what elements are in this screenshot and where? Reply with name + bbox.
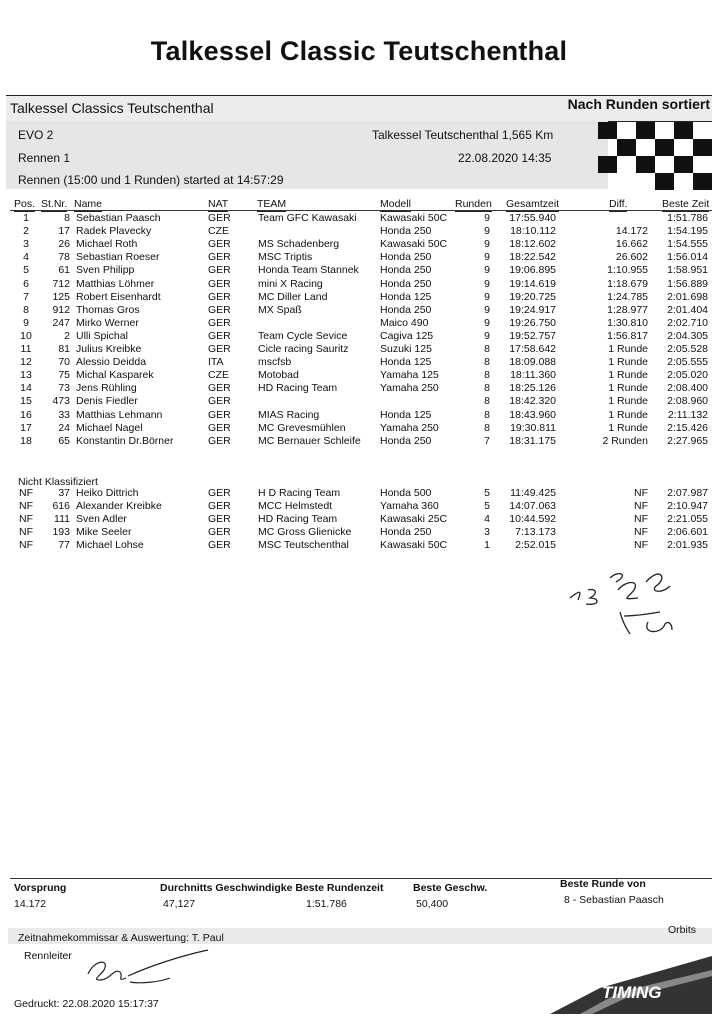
cell-pos: NF: [19, 513, 33, 526]
printed-timestamp: Gedruckt: 22.08.2020 15:17:37: [14, 998, 159, 1010]
cell-modell: Kawasaki 25C: [380, 513, 448, 526]
cell-pos: 17: [20, 421, 32, 434]
cell-nat: GER: [208, 277, 231, 290]
cell-modell: Kawasaki 50C: [380, 212, 448, 224]
cell-modell: Honda 250: [380, 526, 432, 539]
cell-modell: Cagiva 125: [380, 329, 434, 342]
cell-nr: 26: [58, 238, 70, 251]
cell-name: Michal Kasparek: [76, 369, 154, 382]
cell-name: Ulli Spichal: [76, 329, 128, 342]
cell-diff: NF: [634, 500, 648, 513]
cell-diff: NF: [634, 513, 648, 526]
cell-runden: 8: [484, 343, 490, 355]
cell-runden: 8: [484, 421, 490, 434]
cell-name: Michael Nagel: [76, 421, 143, 434]
cell-team: MX Spaß: [258, 303, 302, 316]
cell-pos: 16: [20, 408, 32, 421]
document-title: Talkessel Classic Teutschenthal: [150, 36, 568, 66]
logo-text: TIMING: [602, 983, 662, 1002]
cell-beste: 2:01.404: [667, 303, 708, 316]
vorsprung-label: Vorsprung: [14, 882, 67, 894]
cell-zeit: 17:55.940: [509, 212, 556, 224]
cell-beste: 1:51.786: [667, 212, 708, 224]
cell-pos: 7: [23, 290, 29, 303]
zeitnahme-text: Zeitnahmekommissar & Auswertung: T. Paul: [18, 932, 224, 944]
table-row: [0, 264, 718, 277]
cell-zeit: 19:52.757: [509, 329, 556, 342]
cell-nr: 2: [64, 329, 70, 342]
cell-pos: 8: [23, 303, 29, 316]
cell-nr: 125: [52, 290, 70, 303]
cell-beste: 2:06.601: [667, 526, 708, 539]
cell-team: HD Racing Team: [258, 382, 338, 395]
cell-name: Robert Eisenhardt: [76, 290, 161, 303]
cell-beste: 2:08.960: [667, 395, 708, 408]
durchschnitt-label: Durchnitts Geschwindigke Beste Rundenzeit: [160, 882, 384, 894]
table-row: [0, 435, 718, 448]
cell-pos: 5: [23, 264, 29, 277]
cell-diff: 14.172: [615, 225, 648, 238]
cell-nat: GER: [208, 329, 231, 342]
cell-team: MC Bernauer Schleife: [258, 434, 361, 447]
cell-diff: 1 Runde: [608, 395, 648, 408]
cell-team: Honda Team Stannek: [258, 264, 359, 277]
cell-runden: 8: [484, 356, 490, 369]
cell-beste: 2:05.555: [667, 356, 708, 369]
cell-runden: 8: [484, 382, 490, 395]
cell-runden: 3: [484, 526, 490, 539]
cell-nat: GER: [208, 316, 231, 329]
cell-name: Michael Roth: [76, 238, 138, 251]
cell-beste: 2:05.020: [667, 369, 708, 382]
cell-modell: Maico 490: [380, 316, 429, 329]
cell-zeit: 18:10.112: [510, 225, 556, 238]
cell-nat: GER: [208, 290, 231, 303]
cell-nat: GER: [208, 434, 231, 447]
cell-name: Sven Adler: [76, 513, 127, 526]
table-row: [0, 278, 718, 291]
cell-beste: 2:02.710: [667, 316, 708, 329]
cell-name: Konstantin Dr.Börner: [76, 434, 174, 447]
rennleiter-signature: [80, 946, 220, 996]
cell-beste: 2:21.055: [667, 513, 708, 526]
cell-name: Mirko Werner: [76, 316, 139, 329]
cell-name: Alexander Kreibke: [76, 500, 162, 513]
cell-runden: 7: [484, 434, 490, 447]
cell-diff: NF: [634, 539, 648, 552]
cell-team: H D Racing Team: [258, 487, 341, 499]
cell-nat: GER: [208, 421, 231, 434]
cell-zeit: 10:44.592: [509, 513, 556, 526]
cell-zeit: 2:52.015: [515, 539, 556, 552]
cell-pos: 13: [20, 369, 32, 382]
cell-runden: 9: [484, 316, 490, 329]
cell-nat: GER: [208, 212, 231, 224]
cell-nr: 81: [58, 343, 70, 355]
orbits-label: Orbits: [668, 924, 697, 936]
not-classified-label: Nicht Klassifiziert: [18, 476, 98, 488]
cell-zeit: 17:58.642: [509, 343, 556, 355]
cell-name: Jens Rühling: [76, 382, 137, 395]
cell-nat: GER: [208, 500, 231, 513]
table-row: [0, 539, 718, 552]
cell-team: MC Diller Land: [258, 290, 328, 303]
cell-runden: 1: [484, 539, 490, 552]
cell-modell: Honda 125: [380, 290, 432, 303]
sort-label: Nach Runden sortiert: [567, 96, 710, 112]
col-pos: Pos.: [14, 198, 36, 210]
cell-name: Matthias Löhmer: [76, 277, 155, 290]
cell-nat: GER: [208, 487, 231, 499]
cell-diff: 1:10.955: [607, 264, 648, 277]
cell-runden: 4: [484, 513, 490, 526]
cell-team: MSC Triptis: [258, 251, 313, 264]
cell-nat: ITA: [208, 356, 224, 369]
cell-beste: 2:10.947: [667, 500, 708, 513]
cell-modell: Yamaha 250: [380, 382, 439, 395]
cell-zeit: 18:25.126: [509, 382, 556, 395]
cell-nat: GER: [208, 251, 231, 264]
handwritten-signature-mark: [560, 560, 690, 640]
cell-modell: Yamaha 125: [380, 369, 439, 382]
cell-pos: NF: [19, 526, 33, 539]
cell-zeit: 19:20.725: [509, 290, 556, 303]
cell-beste: 2:27.965: [667, 434, 708, 447]
cell-team: mscfsb: [258, 356, 292, 369]
cell-nat: GER: [208, 238, 231, 251]
cell-nr: 712: [52, 277, 70, 290]
cell-diff: 1 Runde: [608, 369, 648, 382]
cell-pos: NF: [19, 500, 33, 513]
cell-nat: CZE: [208, 225, 229, 238]
table-row: [0, 487, 718, 500]
cell-nat: GER: [208, 526, 231, 539]
cell-modell: Yamaha 250: [380, 421, 439, 434]
cell-modell: Honda 250: [380, 303, 432, 316]
beste-geschw-label: Beste Geschw.: [413, 882, 488, 894]
race-name: Rennen 1: [18, 151, 71, 165]
cell-diff: 1 Runde: [608, 421, 648, 434]
table-row: [0, 238, 718, 251]
table-row: [0, 356, 718, 369]
cell-name: Radek Plavecky: [76, 225, 152, 238]
cell-name: Thomas Gros: [76, 303, 140, 316]
cell-name: Sebastian Paasch: [76, 212, 161, 224]
table-row: [0, 330, 718, 343]
cell-team: MC Grevesmühlen: [258, 421, 346, 434]
cell-team: HD Racing Team: [258, 513, 338, 526]
cell-zeit: 18:11.360: [510, 369, 556, 382]
table-row: [0, 343, 718, 356]
cell-zeit: 18:42.320: [509, 395, 556, 408]
cell-nr: 912: [52, 303, 70, 316]
cell-nat: GER: [208, 539, 231, 552]
beste-rundenzeit-value: 1:51.786: [306, 898, 347, 910]
cell-zeit: 18:12.602: [509, 238, 556, 251]
cell-nr: 17: [58, 225, 70, 238]
table-row: [0, 304, 718, 317]
cell-zeit: 18:09.088: [509, 356, 556, 369]
cell-team: MC Gross Glienicke: [258, 526, 352, 539]
cell-zeit: 11:49.425: [510, 487, 556, 499]
col-gesamtzeit: Gesamtzeit: [506, 198, 560, 210]
cell-pos: 14: [20, 382, 32, 395]
cell-beste: 2:01.935: [667, 539, 708, 552]
cell-runden: 9: [484, 251, 490, 264]
col-modell: Modell: [380, 198, 411, 210]
cell-team: Team Cycle Sevice: [258, 329, 348, 342]
table-row: [0, 369, 718, 382]
cell-diff: 1 Runde: [608, 382, 648, 395]
cell-pos: 15: [20, 395, 32, 408]
cell-diff: NF: [634, 526, 648, 539]
cell-team: MS Schadenberg: [258, 238, 340, 251]
cell-team: Motobad: [258, 369, 299, 382]
cell-name: Julius Kreibke: [76, 343, 142, 355]
cell-zeit: 14:07.063: [509, 500, 556, 513]
table-row: [0, 251, 718, 264]
table-row: [0, 526, 718, 539]
cell-modell: Kawasaki 50C: [380, 539, 448, 552]
cell-modell: Honda 125: [380, 356, 432, 369]
cell-runden: 9: [484, 225, 490, 238]
cell-beste: 2:04.305: [667, 329, 708, 342]
table-row: [0, 409, 718, 422]
cell-runden: 5: [484, 487, 490, 499]
cell-nr: 247: [52, 316, 70, 329]
cell-diff: 1:28.977: [607, 303, 648, 316]
checkered-flag-icon: [560, 122, 712, 190]
cell-pos: NF: [19, 487, 33, 499]
cell-nr: 77: [58, 539, 70, 552]
cell-modell: Honda 250: [380, 264, 432, 277]
cell-modell: Kawasaki 50C: [380, 238, 448, 251]
cell-zeit: 18:43.960: [509, 408, 556, 421]
cell-name: Alessio Deidda: [76, 356, 147, 369]
cell-beste: 2:07.987: [667, 487, 708, 499]
table-row: [0, 291, 718, 304]
cell-diff: 1 Runde: [608, 343, 648, 355]
cell-nr: 78: [58, 251, 70, 264]
date-time: 22.08.2020 14:35: [458, 151, 552, 165]
cell-diff: 1:24.785: [607, 290, 648, 303]
cell-diff: 1:30.810: [607, 316, 648, 329]
cell-nat: GER: [208, 343, 231, 355]
cell-diff: 16.662: [615, 238, 648, 251]
cell-name: Matthias Lehmann: [76, 408, 163, 421]
cell-beste: 2:11.132: [667, 408, 708, 421]
timing-logo: [540, 948, 712, 1018]
table-row: [0, 225, 718, 238]
col-nat: NAT: [208, 198, 229, 210]
table-row: [0, 513, 718, 526]
cell-name: Denis Fiedler: [76, 395, 138, 408]
event-name: Talkessel Classics Teutschenthal: [10, 100, 214, 116]
class-name: EVO 2: [18, 128, 54, 142]
cell-runden: 5: [484, 500, 490, 513]
cell-team: mini X Racing: [258, 277, 323, 290]
col-name: Name: [74, 198, 103, 210]
col-team: TEAM: [257, 198, 287, 210]
table-row: [0, 500, 718, 513]
cell-zeit: 19:06.895: [509, 264, 556, 277]
cell-zeit: 19:14.619: [509, 277, 556, 290]
cell-pos: 11: [20, 343, 32, 355]
cell-zeit: 19:26.750: [509, 316, 556, 329]
cell-runden: 9: [484, 212, 490, 224]
cell-name: Sven Philipp: [76, 264, 135, 277]
cell-runden: 8: [484, 369, 490, 382]
cell-nr: 473: [52, 395, 70, 408]
vorsprung-value: 14.172: [14, 898, 47, 910]
cell-pos: 2: [23, 225, 29, 238]
col-diff: Diff.: [609, 198, 628, 210]
table-row: [0, 317, 718, 330]
beste-geschw-value: 50,400: [416, 898, 449, 910]
cell-nr: 616: [52, 500, 70, 513]
cell-beste: 2:08.400: [667, 382, 708, 395]
col-runden: Runden: [455, 198, 492, 210]
cell-beste: 2:01.698: [667, 290, 708, 303]
beste-runde-label: Beste Runde von: [560, 878, 646, 890]
cell-beste: 1:56.889: [667, 277, 708, 290]
cell-diff: 1 Runde: [608, 408, 648, 421]
venue: Talkessel Teutschenthal 1,565 Km: [372, 128, 554, 142]
cell-pos: 4: [23, 251, 29, 264]
cell-diff: 1:18.679: [607, 277, 648, 290]
cell-nr: 24: [58, 421, 70, 434]
cell-modell: Honda 250: [380, 277, 432, 290]
col-stnr: St.Nr.: [41, 198, 68, 210]
cell-pos: 1: [23, 212, 29, 224]
cell-runden: 9: [484, 303, 490, 316]
cell-runden: 9: [484, 264, 490, 277]
cell-beste: 1:54.555: [667, 238, 708, 251]
cell-name: Heiko Dittrich: [76, 487, 139, 499]
cell-team: MSC Teutschenthal: [258, 539, 349, 552]
cell-diff: 2 Runden: [602, 434, 648, 447]
cell-modell: Honda 125: [380, 408, 432, 421]
cell-nr: 111: [54, 513, 70, 526]
cell-team: MCC Helmstedt: [258, 500, 333, 513]
cell-nat: GER: [208, 264, 231, 277]
cell-name: Michael Lohse: [76, 539, 144, 552]
cell-pos: 10: [20, 329, 32, 342]
cell-modell: Honda 250: [380, 225, 432, 238]
rennleiter-label: Rennleiter: [24, 950, 72, 962]
cell-nat: GER: [208, 408, 231, 421]
cell-pos: 18: [20, 434, 32, 447]
table-row: [0, 395, 718, 408]
cell-diff: 1 Runde: [608, 356, 648, 369]
cell-nr: 75: [58, 369, 70, 382]
cell-pos: 9: [23, 316, 29, 329]
cell-zeit: 18:22.542: [509, 251, 556, 264]
cell-beste: 1:56.014: [667, 251, 708, 264]
cell-nr: 193: [52, 526, 70, 539]
beste-runde-value: 8 - Sebastian Paasch: [564, 894, 664, 906]
cell-nr: 8: [64, 212, 70, 224]
durchschnitt-value: 47,127: [163, 898, 196, 910]
cell-nat: GER: [208, 303, 231, 316]
cell-name: Sebastian Roeser: [76, 251, 160, 264]
cell-pos: 12: [20, 356, 32, 369]
cell-beste: 1:58.951: [667, 264, 708, 277]
header-divider: [10, 210, 712, 211]
cell-modell: Yamaha 360: [380, 500, 439, 513]
cell-runden: 9: [484, 238, 490, 251]
cell-nr: 37: [58, 487, 70, 499]
cell-pos: 6: [23, 277, 29, 290]
table-row: [0, 382, 718, 395]
cell-diff: 1:56.817: [607, 329, 648, 342]
cell-team: Cicle racing Sauritz: [258, 343, 349, 355]
cell-nat: CZE: [208, 369, 229, 382]
cell-pos: NF: [19, 539, 33, 552]
cell-modell: Honda 500: [380, 487, 432, 499]
table-row: [0, 422, 718, 435]
cell-zeit: 18:31.175: [509, 434, 556, 447]
cell-modell: Honda 250: [380, 434, 432, 447]
cell-zeit: 7:13.173: [515, 526, 556, 539]
cell-nat: GER: [208, 382, 231, 395]
cell-zeit: 19:30.811: [510, 421, 556, 434]
cell-nr: 70: [58, 356, 70, 369]
cell-modell: Honda 250: [380, 251, 432, 264]
cell-team: MIAS Racing: [258, 408, 320, 421]
race-info: Rennen (15:00 und 1 Runden) started at 14:57:29: [18, 173, 284, 187]
table-row: [0, 212, 718, 225]
cell-nat: GER: [208, 513, 231, 526]
cell-name: Mike Seeler: [76, 526, 132, 539]
cell-beste: 2:15.426: [667, 421, 708, 434]
cell-pos: 3: [23, 238, 29, 251]
cell-runden: 8: [484, 395, 490, 408]
cell-zeit: 19:24.917: [509, 303, 556, 316]
cell-beste: 1:54.195: [667, 225, 708, 238]
cell-team: Team GFC Kawasaki: [258, 212, 357, 224]
col-beste: Beste Zeit: [662, 198, 710, 210]
cell-modell: Suzuki 125: [380, 343, 432, 355]
cell-nr: 73: [58, 382, 70, 395]
cell-runden: 9: [484, 277, 490, 290]
cell-beste: 2:05.528: [667, 343, 708, 355]
cell-runden: 8: [484, 408, 490, 421]
cell-runden: 9: [484, 329, 490, 342]
cell-nr: 33: [58, 408, 70, 421]
cell-nat: GER: [208, 395, 231, 408]
cell-diff: 26.602: [615, 251, 648, 264]
cell-runden: 9: [484, 290, 490, 303]
cell-diff: NF: [634, 487, 648, 499]
cell-nr: 61: [58, 264, 70, 277]
cell-nr: 65: [58, 434, 70, 447]
